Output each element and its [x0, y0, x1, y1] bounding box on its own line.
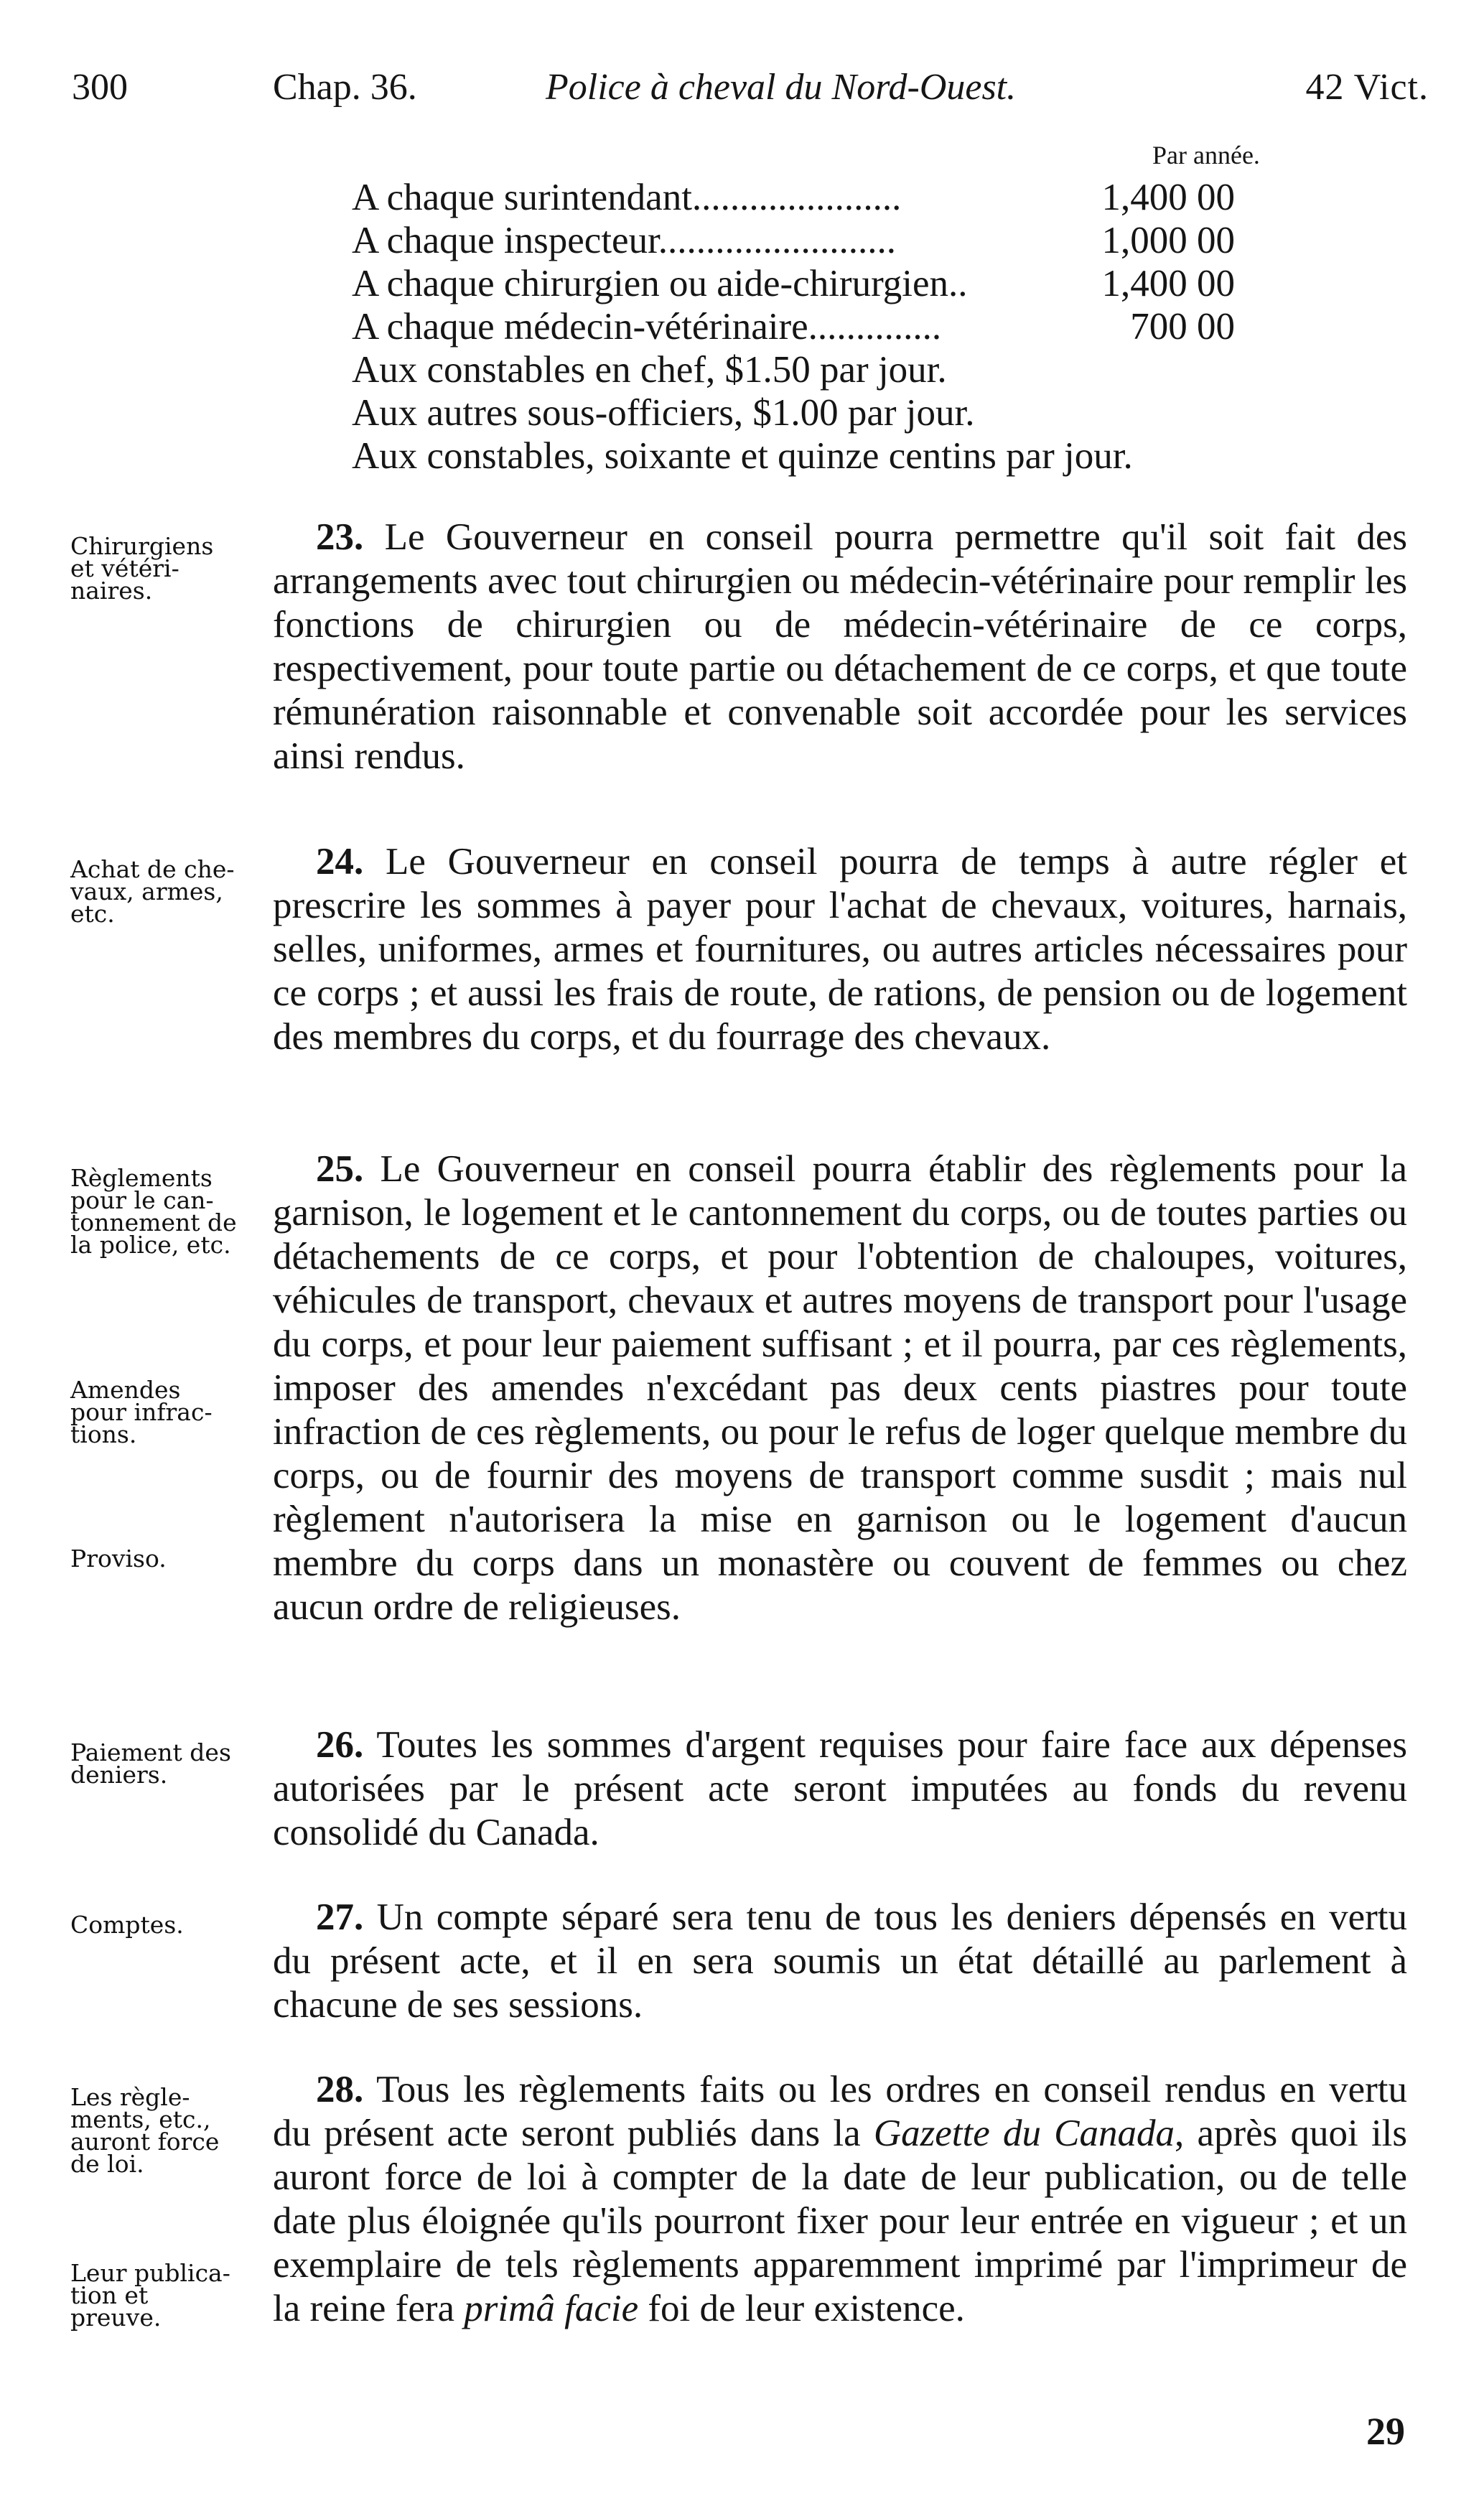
section-text: , après quoi ils auront force de loi à compter de la date de leur publication, ou de telle date plus éloignée qu'ils pourront fixer pour leur entrée en vigueur ; et un exemplaire de tels règlements apparemment imprimé par l'imprimeur de la reine fera — [273, 2113, 1408, 2329]
note-line: et vétéri- — [70, 554, 179, 582]
section-24 — [273, 840, 1407, 1059]
margin-note-payment — [70, 1738, 279, 1789]
note-line: naires. — [70, 577, 153, 605]
daily-rate-line: Aux constables en chef, $1.50 par jour. — [352, 349, 947, 391]
note-line: Proviso. — [70, 1545, 167, 1573]
note-line: tion et — [70, 2281, 149, 2309]
section-text: Un compte séparé sera tenu de tous les deniers dépensés en vertu du présent acte, et il en sera soumis un état détaillé au parlement à chacune de ses sessions. — [273, 1896, 1408, 2026]
margin-note-surgeons — [70, 532, 279, 605]
section-text: Le Gouverneur en conseil pourra permettre qu'il soit fait des arrangements avec tout chirurgien ou médecin-vétérinaire pour remplir les fonctions de chirurgien ou de médecin-vétérinaire de ce corps, respectivement, pour toute partie ou détachement de ce corps, et que toute rémunération raisonnable et convenable soit accordée pour les services ainsi rendus. — [273, 516, 1408, 777]
margin-note-horses — [70, 855, 279, 928]
section-text: foi de leur existence. — [648, 2288, 965, 2329]
margin-note-proviso — [70, 1545, 279, 1573]
salary-amount: 1,400 00 — [1101, 263, 1235, 304]
note-line: Leur publica- — [70, 2259, 230, 2287]
section-number: 26. — [316, 1724, 364, 1766]
note-line: preuve. — [70, 2304, 162, 2332]
signature-mark: 29 — [1366, 2410, 1405, 2453]
daily-rate-line: Aux constables, soixante et quinze centins par jour. — [352, 435, 1133, 477]
section-text: Toutes les sommes d'argent requises pour faire face aux dépenses autorisées par le présent acte seront imputées au fonds du revenu consolidé du Canada. — [273, 1724, 1408, 1853]
salary-label: A chaque inspecteur......................... — [352, 220, 897, 261]
section-28 — [273, 2068, 1407, 2331]
note-line: deniers. — [70, 1761, 168, 1789]
section-number: 25. — [316, 1148, 364, 1190]
note-line: etc. — [70, 900, 115, 928]
note-line: Règlements — [70, 1164, 213, 1192]
salary-label: A chaque médecin-vétérinaire.............. — [352, 306, 942, 348]
margin-note-regulations — [70, 1164, 279, 1259]
section-27 — [273, 1896, 1407, 2027]
section-number: 27. — [316, 1896, 364, 1938]
page-number: 300 — [72, 67, 128, 108]
note-line: Les règle- — [70, 2083, 190, 2111]
note-line: de loi. — [70, 2150, 144, 2178]
margin-note-accounts — [70, 1911, 279, 1939]
salary-label: A chaque chirurgien ou aide-chirurgien.. — [352, 263, 968, 304]
note-line: Achat de che- — [70, 855, 235, 883]
section-text: Le Gouverneur en conseil pourra établir des règlements pour la garnison, le logement et le cantonnement du corps, ou de toutes parties ou détachements de ce corps, et pour l'obtention de chaloupes, voitures, véhicules de transport, chevaux et autres moyens de transport pour l'usage du corps, et pour leur paiement suffisant ; et il pourra, par ces règlements, imposer des amendes n'excédant pas deux cents piastres pour toute infraction de ces règlements, ou pour le refus de loger quelque membre du corps, ou de fournir des moyens de transport comme susdit ; mais nul règlement n'autorisera la mise en garnison ou le logement d'aucun membre du corps dans un monastère ou couvent de femmes ou chez aucun ordre de religieuses. — [273, 1148, 1407, 1628]
section-26 — [273, 1723, 1407, 1855]
section-25 — [273, 1147, 1407, 1629]
note-line: Paiement des — [70, 1738, 231, 1766]
margin-note-fines — [70, 1376, 279, 1448]
regnal-year: 42 Vict. — [1305, 67, 1429, 108]
note-line: tonnement de — [70, 1208, 237, 1236]
note-line: Chirurgiens — [70, 532, 214, 560]
section-23 — [273, 516, 1407, 778]
gazette-title: Gazette du Canada — [873, 2113, 1175, 2154]
section-number: 28. — [316, 2069, 364, 2110]
note-line: la police, etc. — [70, 1231, 231, 1259]
salary-amount: 1,000 00 — [1101, 220, 1235, 261]
note-line: pour le can- — [70, 1186, 214, 1214]
margin-note-publication — [70, 2259, 279, 2332]
note-line: Comptes. — [70, 1911, 184, 1939]
prima-facie: primâ facie — [464, 2288, 639, 2329]
section-number: 24. — [316, 841, 364, 882]
section-text: Le Gouverneur en conseil pourra de temps à autre régler et prescrire les sommes à payer pour l'achat de chevaux, voitures, harnais, selles, uniformes, armes et fournitures, ou autres articles nécessaires pour ce corps ; et aussi les frais de route, de rations, de pension ou de logement des membres du corps, et du fourrage des chevaux. — [273, 841, 1407, 1058]
salary-amount: 700 00 — [1130, 306, 1235, 348]
running-header — [72, 66, 1429, 116]
note-line: tions. — [70, 1420, 137, 1448]
note-line: pour infrac- — [70, 1398, 213, 1426]
margin-note-force-of-law — [70, 2083, 279, 2178]
salary-label: A chaque surintendant...................... — [352, 177, 902, 218]
chapter-label: Chap. 36. — [273, 67, 417, 108]
act-title: Police à cheval du Nord-Ouest. — [546, 67, 1017, 108]
note-line: ments, etc., — [70, 2105, 211, 2133]
salary-amount: 1,400 00 — [1101, 177, 1235, 218]
section-text: Tous les règlements faits ou les ordres en conseil rendus en vertu du présent acte seront publiés dans la — [273, 2069, 1408, 2154]
daily-rate-line: Aux autres sous-officiers, $1.00 par jour. — [352, 392, 975, 434]
note-line: auront force — [70, 2128, 220, 2156]
note-line: Amendes — [70, 1376, 181, 1404]
note-line: vaux, armes, — [70, 877, 223, 905]
section-number: 23. — [316, 516, 364, 558]
salary-caption: Par année. — [1152, 141, 1260, 169]
